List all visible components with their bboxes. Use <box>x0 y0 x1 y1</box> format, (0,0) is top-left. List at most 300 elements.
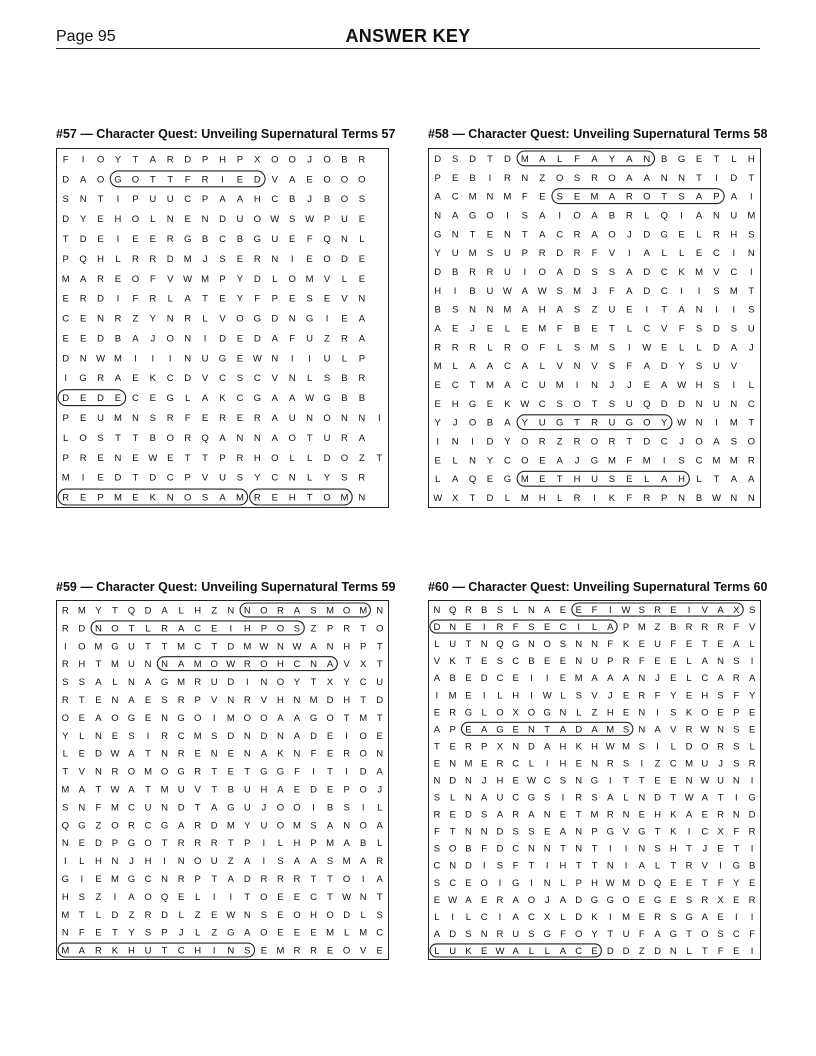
grid-letter: A <box>713 436 720 448</box>
grid-letter: I <box>168 353 172 365</box>
grid-letter: E <box>167 452 174 464</box>
grid-letter: I <box>624 860 628 872</box>
grid-letter: T <box>112 927 118 939</box>
grid-letter: A <box>149 154 156 166</box>
grid-letter: I <box>345 766 348 778</box>
grid-letter: L <box>544 945 550 957</box>
grid-letter: L <box>79 730 85 742</box>
puzzle-60-grid <box>428 600 761 960</box>
grid-letter: U <box>306 333 314 345</box>
grid-letter: L <box>341 353 348 365</box>
grid-letter: C <box>194 641 202 653</box>
grid-letter: P <box>132 194 139 206</box>
grid-letter: L <box>195 891 201 903</box>
grid-letter: H <box>276 694 284 706</box>
grid-letter: L <box>167 293 173 305</box>
grid-letter: E <box>78 748 85 760</box>
grid-letter: Y <box>521 417 528 429</box>
puzzle-58-grid <box>428 148 761 508</box>
grid-letter: E <box>748 724 756 736</box>
grid-letter: O <box>573 398 581 410</box>
grid-letter: E <box>177 891 185 903</box>
grid-letter: E <box>449 741 456 753</box>
grid-letter: C <box>503 455 511 467</box>
grid-letter: A <box>733 639 740 651</box>
grid-letter: V <box>323 273 331 285</box>
grid-letter: R <box>433 809 441 821</box>
grid-letter: T <box>149 174 156 186</box>
grid-letter: V <box>211 694 218 706</box>
grid-letter: C <box>543 775 551 787</box>
grid-letter: C <box>660 266 668 278</box>
grid-letter: V <box>341 293 348 305</box>
grid-letter: R <box>177 748 185 760</box>
grid-letter: O <box>342 605 351 617</box>
grid-letter: J <box>150 333 156 345</box>
grid-letter: C <box>128 802 135 814</box>
grid-letter: A <box>433 928 441 940</box>
grid-letter: H <box>288 492 296 504</box>
grid-letter: T <box>609 323 615 335</box>
grid-letter: C <box>253 373 261 385</box>
grid-letter: N <box>288 313 296 325</box>
grid-letter: I <box>640 758 644 770</box>
grid-letter: I <box>325 313 329 325</box>
grid-letter: N <box>114 452 122 464</box>
grid-letter: A <box>376 820 383 832</box>
grid-letter: L <box>289 452 295 464</box>
grid-letter: L <box>306 472 313 484</box>
grid-letter: G <box>468 398 477 410</box>
grid-letter: E <box>626 474 633 486</box>
grid-letter: N <box>433 775 441 787</box>
grid-letter: B <box>434 304 441 316</box>
grid-letter: C <box>131 393 139 405</box>
grid-letter: B <box>528 656 535 668</box>
grid-letter: G <box>78 820 86 832</box>
grid-letter: O <box>276 820 285 832</box>
grid-letter: M <box>520 474 529 486</box>
grid-letter: I <box>488 172 492 184</box>
grid-letter: T <box>97 194 104 206</box>
grid-letter: R <box>606 758 614 770</box>
grid-letter: Z <box>556 436 563 448</box>
grid-letter: J <box>592 285 597 297</box>
grid-letter: S <box>310 820 317 832</box>
grid-letter: T <box>748 172 755 184</box>
grid-letter: E <box>211 909 218 921</box>
grid-letter: M <box>573 285 582 297</box>
grid-letter: L <box>749 639 755 651</box>
grid-letter: G <box>606 894 614 906</box>
grid-letter: C <box>449 877 457 889</box>
grid-letter: U <box>323 353 331 365</box>
grid-letter: O <box>527 894 536 906</box>
grid-letter: B <box>326 802 334 814</box>
grid-letter: A <box>177 659 185 671</box>
grid-letter: C <box>643 323 651 335</box>
grid-letter: O <box>276 677 285 689</box>
puzzle-58-title: #58 — Character Quest: Unveiling Supernatural Terms 58 <box>428 127 768 141</box>
grid-letter: M <box>729 285 738 297</box>
grid-letter: C <box>451 380 459 392</box>
grid-letter: N <box>97 313 104 325</box>
grid-letter: O <box>210 659 218 671</box>
grid-letter: M <box>340 492 349 504</box>
grid-letter: J <box>261 802 267 814</box>
grid-letter: D <box>434 266 442 278</box>
grid-letter: M <box>110 659 119 671</box>
grid-letter: U <box>503 248 511 260</box>
grid-letter: W <box>96 353 106 365</box>
grid-letter: M <box>243 641 252 653</box>
grid-letter: Y <box>733 877 740 889</box>
grid-letter: N <box>606 860 614 872</box>
grid-letter: D <box>243 873 251 885</box>
grid-letter: K <box>678 266 685 278</box>
grid-letter: H <box>747 153 755 165</box>
grid-letter: N <box>310 659 317 671</box>
grid-letter: C <box>166 472 174 484</box>
grid-letter: A <box>654 928 661 940</box>
grid-letter: A <box>184 293 191 305</box>
grid-letter: F <box>733 826 740 838</box>
grid-letter: K <box>575 741 582 753</box>
grid-letter: T <box>227 838 234 850</box>
grid-letter: R <box>97 373 104 385</box>
grid-letter: N <box>271 353 279 365</box>
grid-letter: I <box>345 730 348 742</box>
grid-letter: N <box>243 605 251 617</box>
grid-letter: L <box>696 229 702 241</box>
grid-letter: D <box>730 172 738 184</box>
grid-letter: U <box>713 398 720 410</box>
grid-letter: O <box>236 313 244 325</box>
grid-letter: T <box>128 623 135 635</box>
grid-letter: G <box>227 927 235 939</box>
grid-letter: S <box>695 361 703 373</box>
grid-letter: T <box>161 945 168 957</box>
grid-letter: K <box>608 493 616 505</box>
grid-letter: N <box>358 293 366 305</box>
grid-letter: N <box>695 398 703 410</box>
grid-letter: E <box>341 313 348 325</box>
grid-letter: R <box>194 820 202 832</box>
grid-letter: I <box>116 234 120 245</box>
grid-letter: L <box>539 361 545 373</box>
grid-letter: T <box>638 775 645 787</box>
grid-letter: I <box>593 493 596 505</box>
grid-letter: R <box>449 707 457 719</box>
grid-letter: B <box>227 784 234 796</box>
grid-letter: D <box>503 153 511 165</box>
grid-letter: N <box>747 493 755 505</box>
grid-letter: E <box>358 253 366 265</box>
grid-letter: B <box>358 393 366 405</box>
grid-letter: R <box>341 333 348 345</box>
grid-letter: E <box>512 775 519 787</box>
grid-letter: E <box>326 748 334 760</box>
grid-letter: H <box>434 285 442 297</box>
grid-letter: N <box>575 775 583 787</box>
grid-letter: S <box>326 856 334 868</box>
grid-letter: T <box>465 639 472 651</box>
grid-letter: O <box>486 210 494 222</box>
grid-letter: Y <box>62 730 69 742</box>
grid-letter: S <box>376 909 383 921</box>
grid-letter: M <box>309 694 318 706</box>
grid-letter: I <box>750 911 754 923</box>
grid-letter: N <box>260 677 268 689</box>
grid-letter: R <box>358 373 366 385</box>
grid-letter: A <box>219 492 226 504</box>
grid-letter: R <box>253 253 261 265</box>
grid-letter: G <box>127 712 136 724</box>
grid-letter: F <box>678 323 685 335</box>
grid-letter: E <box>539 455 546 467</box>
grid-letter: U <box>608 417 616 429</box>
grid-letter: S <box>608 266 616 278</box>
grid-letter: G <box>590 894 599 906</box>
grid-letter: M <box>590 191 599 203</box>
grid-letter: G <box>669 928 678 940</box>
grid-letter: T <box>670 792 677 804</box>
grid-letter: N <box>591 380 598 392</box>
grid-letter: L <box>504 493 511 505</box>
grid-letter: A <box>539 210 546 222</box>
grid-letter: M <box>114 413 122 424</box>
grid-letter: S <box>528 826 535 838</box>
grid-letter: R <box>451 342 459 354</box>
grid-letter: O <box>271 154 279 166</box>
grid-letter: I <box>523 266 527 278</box>
grid-letter: R <box>643 493 651 505</box>
grid-letter: N <box>464 792 472 804</box>
grid-letter: H <box>559 741 567 753</box>
grid-letter: A <box>293 605 301 617</box>
grid-letter: J <box>626 229 632 241</box>
grid-letter: N <box>341 234 348 245</box>
grid-letter: A <box>544 605 551 617</box>
grid-letter: R <box>253 413 261 424</box>
grid-letter: W <box>183 273 193 285</box>
grid-letter: F <box>481 843 488 855</box>
grid-letter: L <box>644 474 650 486</box>
grid-letter: T <box>713 153 720 165</box>
grid-letter: E <box>622 690 630 702</box>
grid-letter: H <box>219 154 226 166</box>
grid-letter: S <box>486 248 494 260</box>
grid-letter: G <box>606 826 614 838</box>
grid-letter: I <box>229 623 233 635</box>
grid-letter: I <box>735 792 738 804</box>
grid-letter: E <box>132 234 139 245</box>
grid-letter: W <box>621 605 631 617</box>
grid-letter: B <box>469 172 476 184</box>
grid-letter: R <box>219 413 226 424</box>
grid-letter: Z <box>591 304 598 316</box>
grid-letter: Y <box>486 455 494 467</box>
grid-letter: D <box>748 809 756 821</box>
grid-letter: R <box>341 432 348 444</box>
grid-letter: T <box>244 766 251 778</box>
grid-letter: W <box>642 342 652 354</box>
grid-letter: R <box>210 838 218 850</box>
grid-letter: D <box>638 877 646 889</box>
grid-letter: L <box>343 927 350 939</box>
grid-letter: R <box>194 677 202 689</box>
grid-letter: A <box>114 373 122 385</box>
grid-letter: H <box>730 229 738 241</box>
grid-letter: C <box>236 393 244 405</box>
grid-letter: N <box>503 229 511 241</box>
grid-letter: R <box>606 809 614 821</box>
grid-letter: O <box>521 342 529 354</box>
grid-letter: L <box>513 605 519 617</box>
grid-letter: D <box>253 174 261 186</box>
grid-letter: T <box>310 873 317 885</box>
grid-letter: H <box>114 214 122 226</box>
grid-letter: U <box>538 380 546 392</box>
grid-letter: F <box>626 455 633 467</box>
grid-letter: L <box>686 945 692 957</box>
grid-letter: U <box>730 210 738 222</box>
grid-letter: N <box>575 639 583 651</box>
grid-letter: Y <box>128 927 135 939</box>
grid-letter: E <box>559 656 567 668</box>
grid-letter: Z <box>324 333 330 345</box>
grid-letter: S <box>260 909 268 921</box>
grid-letter: Q <box>468 474 477 486</box>
grid-letter: D <box>496 843 504 855</box>
grid-letter: L <box>452 361 458 373</box>
grid-letter: E <box>575 605 582 617</box>
grid-letter: O <box>323 253 331 265</box>
grid-letter: F <box>539 342 546 354</box>
grid-letter: D <box>184 154 192 166</box>
grid-letter: I <box>482 690 486 702</box>
grid-letter: L <box>435 474 441 486</box>
grid-letter: L <box>528 945 535 957</box>
grid-letter: L <box>178 605 184 617</box>
grid-letter: A <box>654 724 661 736</box>
grid-letter: E <box>260 945 268 957</box>
grid-letter: I <box>697 285 701 297</box>
grid-letter: P <box>358 353 366 365</box>
grid-letter: M <box>468 248 477 260</box>
grid-letter: N <box>449 860 457 872</box>
grid-letter: N <box>161 873 169 885</box>
grid-letter: A <box>701 792 709 804</box>
grid-letter: C <box>559 622 567 634</box>
grid-letter: D <box>227 641 235 653</box>
grid-letter: Z <box>310 623 317 635</box>
grid-letter: S <box>559 639 567 651</box>
grid-letter: W <box>605 877 615 889</box>
grid-letter: N <box>717 656 725 668</box>
grid-letter: H <box>559 758 567 770</box>
grid-letter: W <box>342 891 352 903</box>
grid-letter: N <box>543 809 551 821</box>
grid-letter: T <box>202 452 208 464</box>
grid-letter: V <box>701 605 709 617</box>
grid-letter: E <box>451 172 459 184</box>
grid-letter: N <box>638 843 646 855</box>
grid-letter: N <box>128 677 135 689</box>
grid-letter: A <box>219 194 226 206</box>
grid-letter: C <box>359 677 367 689</box>
grid-letter: T <box>145 641 151 653</box>
grid-letter: O <box>359 784 367 796</box>
grid-letter: I <box>482 860 486 872</box>
grid-letter: O <box>695 436 703 448</box>
grid-letter: L <box>557 342 563 354</box>
grid-letter: E <box>486 323 494 335</box>
grid-letter: A <box>79 273 87 285</box>
grid-letter: E <box>376 945 383 957</box>
grid-letter: P <box>201 154 209 166</box>
grid-letter: S <box>608 474 616 486</box>
grid-letter: R <box>194 766 202 778</box>
grid-letter: H <box>591 741 598 753</box>
grid-letter: U <box>144 945 152 957</box>
grid-letter: E <box>512 724 519 736</box>
grid-letter: R <box>243 694 251 706</box>
grid-letter: V <box>730 361 738 373</box>
grid-letter: L <box>497 690 503 702</box>
grid-letter: I <box>575 380 579 392</box>
grid-letter: O <box>271 452 279 464</box>
grid-letter: Y <box>236 273 244 285</box>
grid-letter: B <box>341 373 348 385</box>
grid-letter: U <box>177 784 185 796</box>
grid-letter: N <box>434 210 442 222</box>
grid-letter: N <box>161 748 169 760</box>
grid-letter: I <box>687 826 691 838</box>
grid-letter: R <box>748 826 756 838</box>
grid-letter: C <box>144 820 152 832</box>
grid-letter: D <box>177 802 185 814</box>
grid-letter: O <box>608 229 616 241</box>
grid-letter: E <box>544 826 551 838</box>
grid-letter: B <box>670 622 677 634</box>
grid-letter: E <box>326 945 334 957</box>
grid-letter: D <box>219 333 226 345</box>
grid-letter: U <box>341 214 348 226</box>
grid-letter: E <box>95 694 102 706</box>
grid-letter: I <box>732 380 736 392</box>
grid-letter: N <box>469 455 476 467</box>
grid-letter: Q <box>323 234 331 245</box>
grid-letter: W <box>110 748 120 760</box>
grid-letter: W <box>677 380 687 392</box>
grid-letter: D <box>713 323 720 335</box>
grid-letter: A <box>504 417 511 429</box>
grid-letter: A <box>544 741 551 753</box>
grid-letter: D <box>94 838 102 850</box>
grid-letter: D <box>556 248 564 260</box>
grid-letter: D <box>310 784 317 796</box>
grid-letter: M <box>503 191 512 203</box>
grid-letter: E <box>97 234 104 245</box>
grid-letter: N <box>528 605 535 617</box>
grid-letter: N <box>359 891 367 903</box>
grid-letter: O <box>622 894 630 906</box>
grid-letter: R <box>131 253 139 265</box>
grid-letter: R <box>61 659 69 671</box>
grid-letter: M <box>61 945 70 957</box>
grid-letter: S <box>559 775 567 787</box>
